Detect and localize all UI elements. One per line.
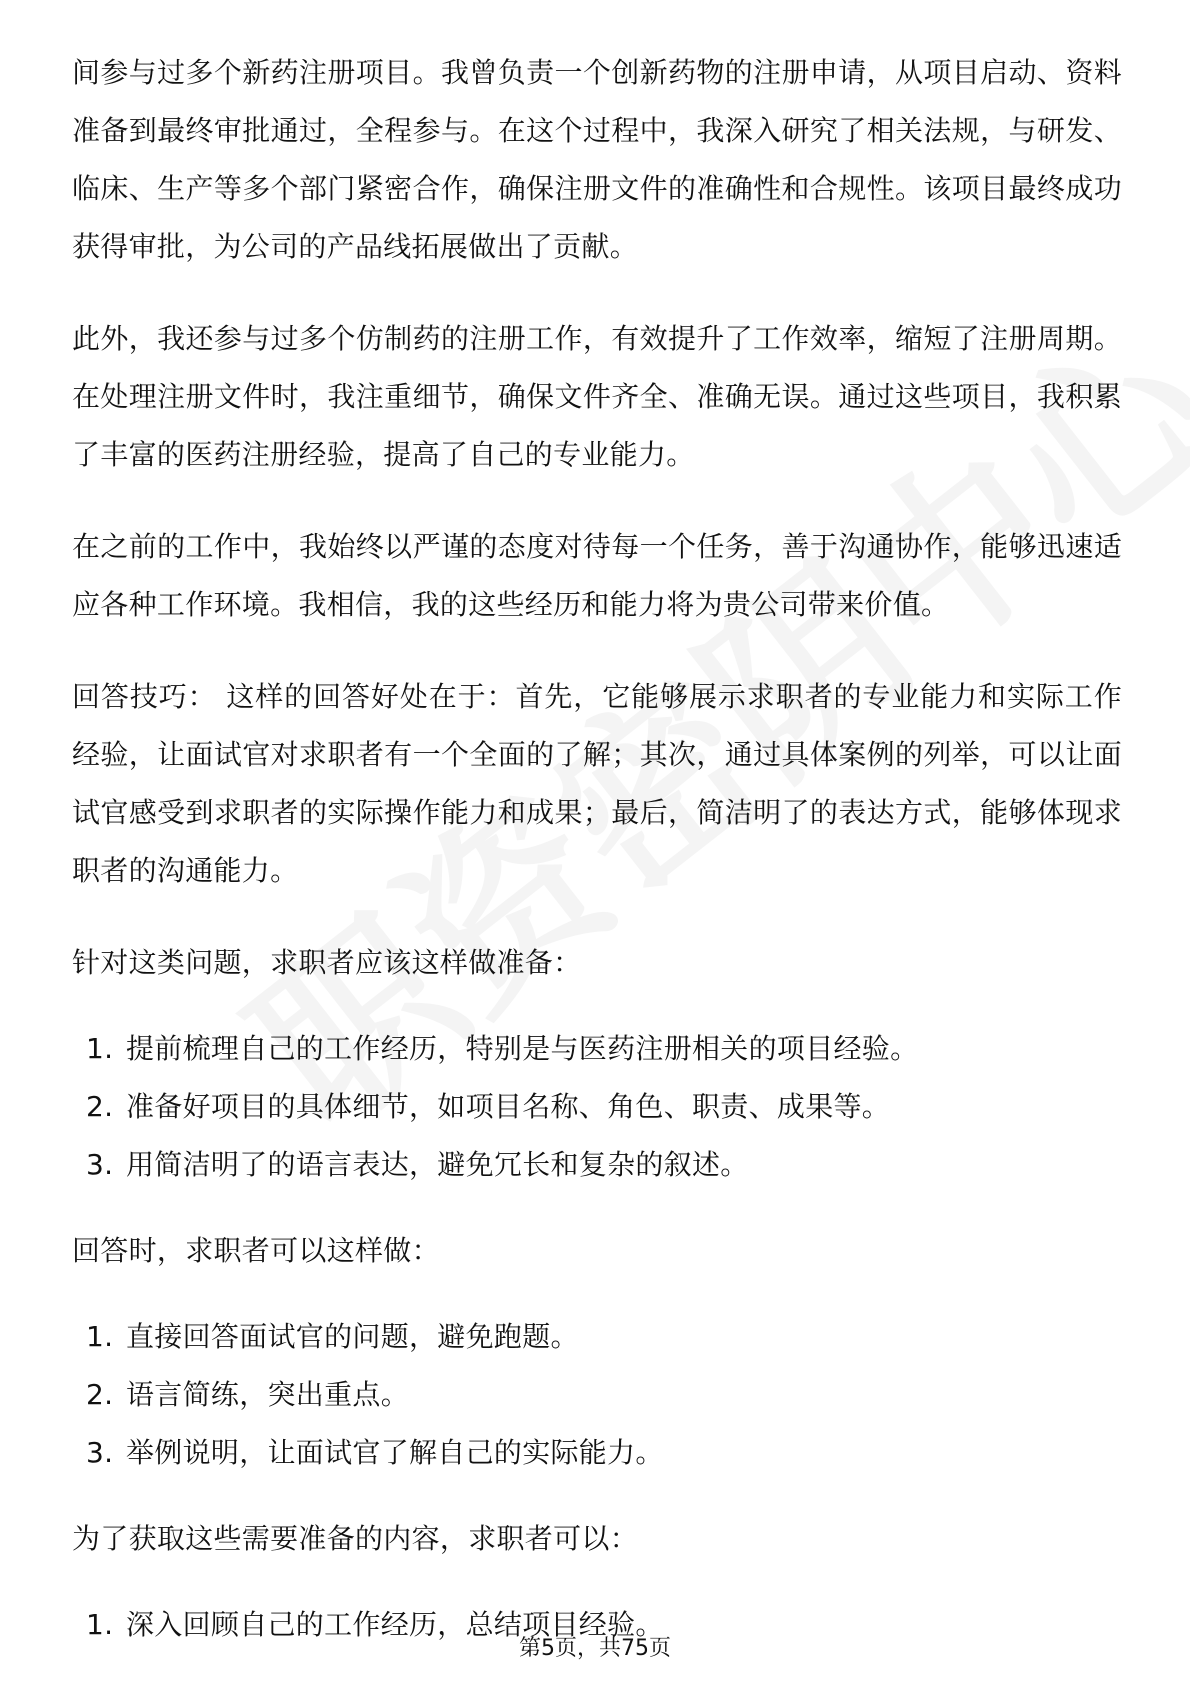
list-item-text: 准备好项目的具体细节，如项目名称、角色、职责、成果等。	[126, 1090, 891, 1123]
page-number-footer: 第5页，共75页	[519, 1636, 671, 1661]
paragraph-answer-tips: 回答技巧： 这样的回答好处在于：首先，它能够展示求职者的专业能力和实际工作经验，让面试官对求职者有一个全面的了解；其次，通过具体案例的列举，可以让面试官感受到求职者的实际操作能力和成果；最后，简洁明了的表达方式，能够体现求职者的沟通能力。	[72, 680, 1122, 887]
document-body	[72, 44, 1122, 1682]
preparation-list	[72, 1020, 1122, 1194]
list-item-text: 举例说明，让面试官了解自己的实际能力。	[126, 1436, 664, 1469]
list-item-number: 1.	[86, 1032, 114, 1065]
section-heading-preparation: 针对这类问题，求职者应该这样做准备：	[72, 946, 582, 979]
list-item	[72, 1308, 1122, 1366]
section-heading-gathering: 为了获取这些需要准备的内容，求职者可以：	[72, 1522, 639, 1555]
section-heading-answering: 回答时，求职者可以这样做：	[72, 1234, 440, 1267]
list-item	[72, 1020, 1122, 1078]
list-item-number: 1.	[86, 1608, 114, 1641]
list-item-text: 语言简练，突出重点。	[126, 1378, 410, 1411]
list-item-number: 2.	[86, 1090, 114, 1123]
list-item-text: 用简洁明了的语言表达，避免冗长和复杂的叙述。	[126, 1148, 749, 1181]
list-item	[72, 1424, 1122, 1482]
list-item-number: 3.	[86, 1148, 114, 1181]
list-item-number: 2.	[86, 1378, 114, 1411]
answering-list	[72, 1308, 1122, 1482]
paragraph-work-attitude: 在之前的工作中，我始终以严谨的态度对待每一个任务，善于沟通协作，能够迅速适应各种工作环境。我相信，我的这些经历和能力将为贵公司带来价值。	[72, 530, 1122, 621]
list-item	[72, 1366, 1122, 1424]
list-item-text: 提前梳理自己的工作经历，特别是与医药注册相关的项目经验。	[126, 1032, 919, 1065]
list-item-number: 3.	[86, 1436, 114, 1469]
list-item	[72, 1136, 1122, 1194]
list-item	[72, 1078, 1122, 1136]
paragraph-generic-drugs: 此外，我还参与过多个仿制药的注册工作，有效提升了工作效率，缩短了注册周期。在处理注册文件时，我注重细节，确保文件齐全、准确无误。通过这些项目，我积累了丰富的医药注册经验，提高了自己的专业能力。	[72, 322, 1122, 471]
paragraph-project-experience: 间参与过多个新药注册项目。我曾负责一个创新药物的注册申请，从项目启动、资料准备到最终审批通过，全程参与。在这个过程中，我深入研究了相关法规，与研发、临床、生产等多个部门紧密合作，确保注册文件的准确性和合规性。该项目最终成功获得审批，为公司的产品线拓展做出了贡献。	[72, 56, 1122, 263]
list-item-text: 深入回顾自己的工作经历，总结项目经验。	[126, 1608, 664, 1641]
list-item-text: 直接回答面试官的问题，避免跑题。	[126, 1320, 579, 1353]
list-item-number: 1.	[86, 1320, 114, 1353]
